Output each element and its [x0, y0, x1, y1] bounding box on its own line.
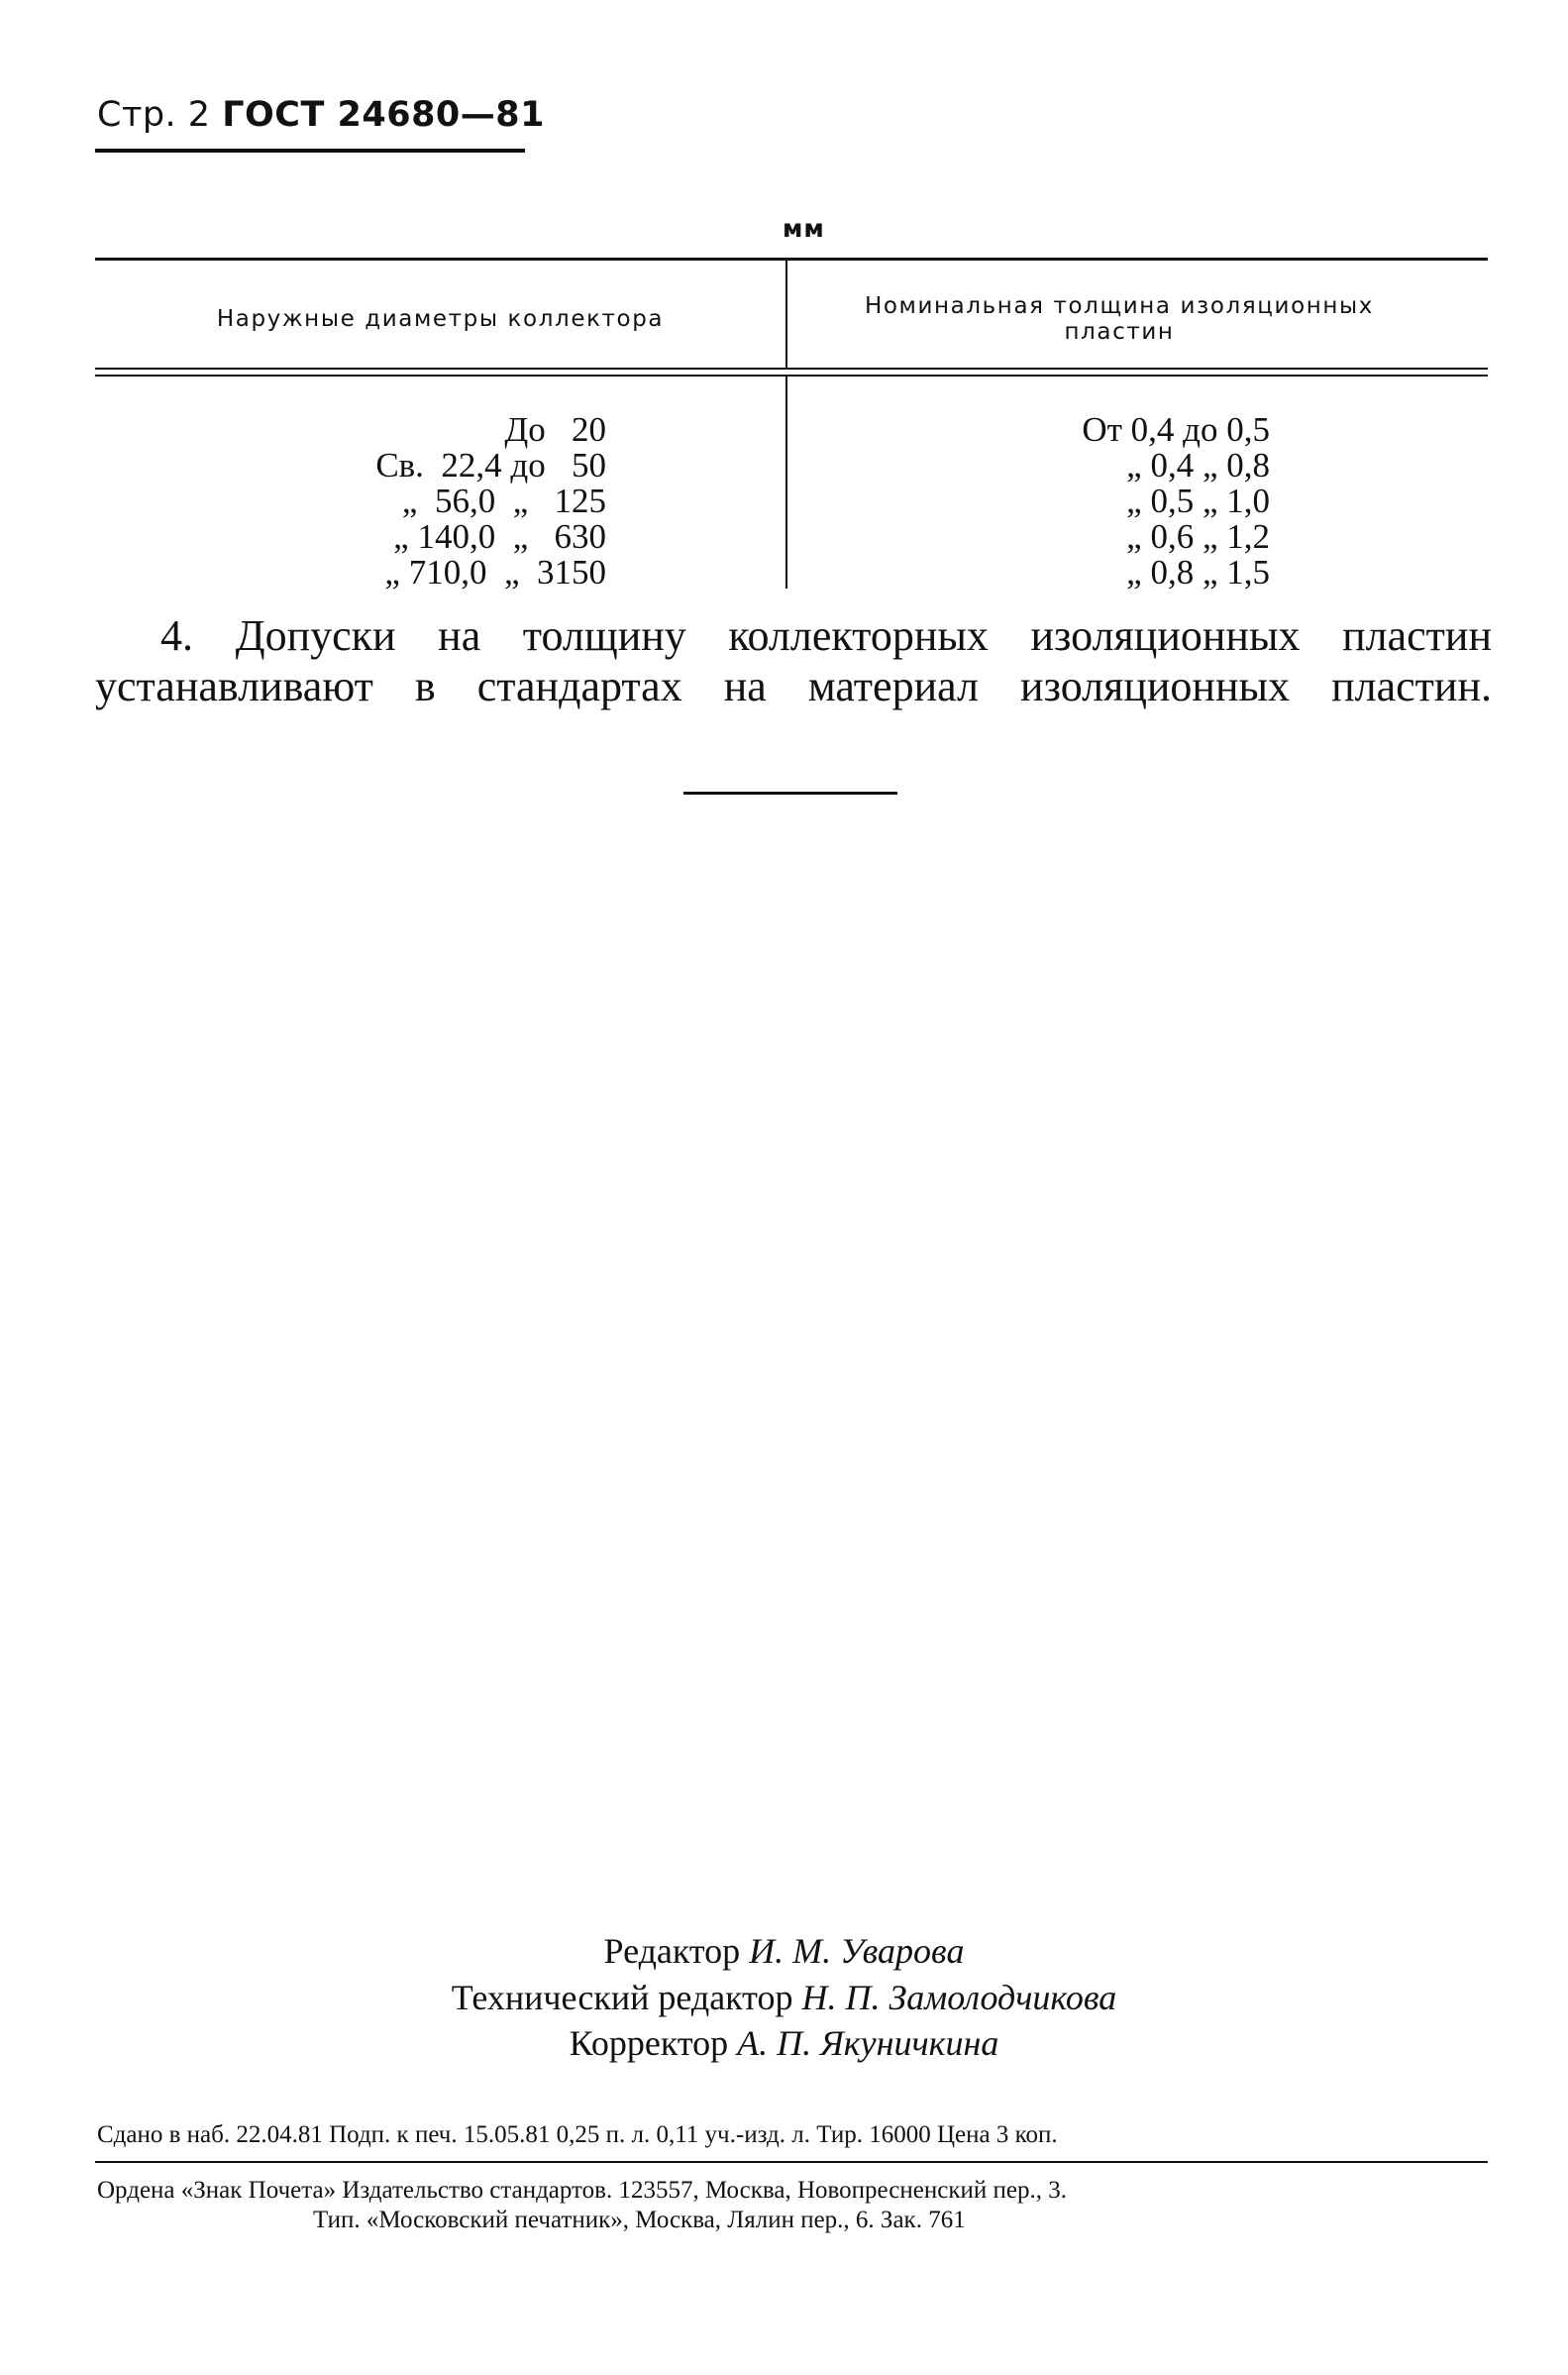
- table-cell-diameter: „ 56,0 „ 125: [401, 482, 606, 520]
- table-cell-diameter: „ 710,0 „ 3150: [384, 553, 606, 592]
- table-cell-diameter: Св. 22,4 до 50: [375, 446, 606, 485]
- table-cell-thickness: От 0,4 до 0,5: [1082, 410, 1270, 449]
- table-cell-thickness: „ 0,5 „ 1,0: [1126, 482, 1270, 520]
- page-header: [97, 95, 545, 135]
- table-cell-thickness: „ 0,4 „ 0,8: [1126, 446, 1270, 485]
- table-unit: мм: [783, 214, 825, 243]
- credit-editor-name: И. М. Уварова: [749, 1931, 965, 1971]
- column-header-diameter: Наружные диаметры коллектора: [216, 306, 665, 332]
- standard-number: ГОСТ 24680—81: [222, 95, 545, 135]
- table-header-rule-2: [95, 375, 1488, 377]
- table-header-divider: [785, 261, 787, 368]
- diameter-column: [198, 412, 606, 591]
- table-cell-thickness: „ 0,6 „ 1,2: [1126, 517, 1270, 556]
- column-header-thickness: Номинальная толщина изоляционных пластин: [864, 293, 1375, 345]
- credit-editor-role: Редактор: [603, 1931, 741, 1971]
- imprint-rule: [95, 2161, 1488, 2163]
- credit-corrector-role: Корректор: [569, 2023, 729, 2063]
- credit-editor: [0, 1930, 1568, 1972]
- table-body-divider: [785, 377, 787, 589]
- credit-tech-editor: [0, 1977, 1568, 2018]
- clause-4-line-1: 4. Допуски на толщину коллекторных изоляционных пластин: [160, 611, 1492, 660]
- clause-4-line-2: устанавливают в стандартах на материал изоляционных пластин.: [95, 662, 1492, 710]
- table-cell-diameter: „ 140,0 „ 630: [393, 517, 606, 556]
- credit-tech-editor-role: Технический редактор: [451, 1978, 793, 2017]
- credit-corrector-name: А. П. Якуничкина: [737, 2023, 999, 2063]
- page-number: Стр. 2: [97, 95, 211, 135]
- table-cell-diameter: До 20: [504, 410, 606, 449]
- table-top-rule: [95, 258, 1488, 261]
- header-underline: [95, 149, 525, 153]
- credit-tech-editor-name: Н. П. Замолодчикова: [801, 1978, 1117, 2017]
- credit-corrector: [0, 2022, 1568, 2064]
- thickness-column: [991, 412, 1270, 591]
- imprint-line-1: Сдано в наб. 22.04.81 Подп. к печ. 15.05.81 0,25 п. л. 0,11 уч.-изд. л. Тир. 16000 Цена 3 коп.: [97, 2121, 1058, 2148]
- imprint-line-2: Ордена «Знак Почета» Издательство стандартов. 123557, Москва, Новопресненский пер., 3.: [97, 2177, 1067, 2204]
- clause-4: [95, 610, 1492, 711]
- table-header-rule-1: [95, 368, 1488, 370]
- imprint-line-3: Тип. «Московский печатник», Москва, Лялин пер., 6. Зак. 761: [313, 2207, 966, 2233]
- table-cell-thickness: „ 0,8 „ 1,5: [1126, 553, 1270, 592]
- end-of-text-rule: [683, 792, 897, 795]
